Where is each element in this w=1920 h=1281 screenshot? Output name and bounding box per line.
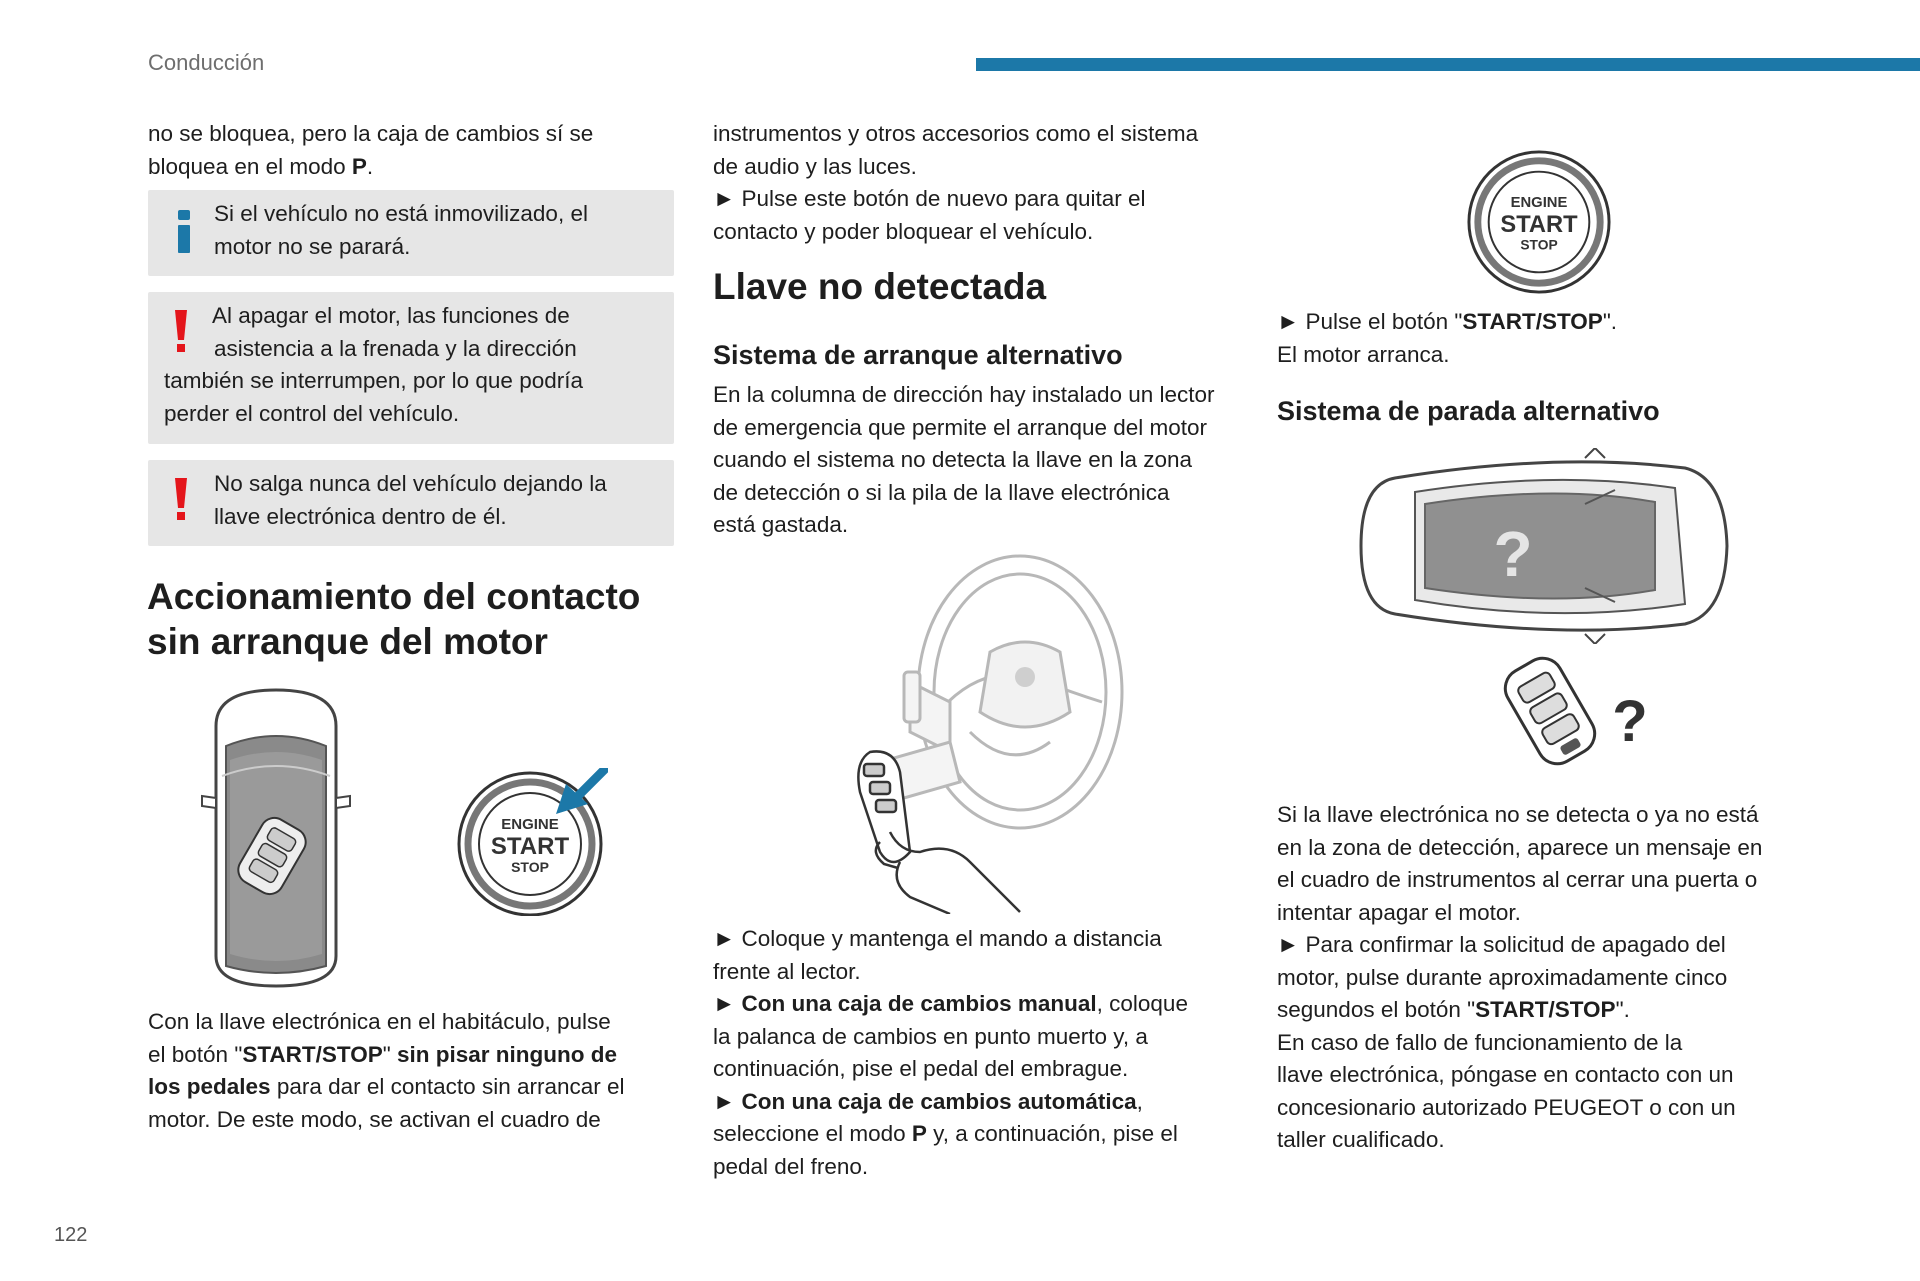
info-note-line2: motor no se parará. <box>214 233 411 259</box>
warning1-line4: perder el control del vehículo. <box>164 400 460 426</box>
col2-step3-line2: seleccione el modo P y, a continuación, pise el <box>713 1121 1178 1146</box>
col2-para-line3: cuando el sistema no detecta la llave en la zona <box>713 447 1193 472</box>
col2-para-line1: En la columna de dirección hay instalado un lector <box>713 382 1215 407</box>
key-fob-icon <box>1498 651 1602 771</box>
col2-steps <box>713 923 1253 1183</box>
col1-body <box>148 1006 683 1136</box>
col3-para-line10: concesionario autorizado PEUGEOT o con un <box>1277 1094 1736 1120</box>
col2-step1-line1: ► Coloque y mantenga el mando a distancia <box>713 926 1162 951</box>
col2-para <box>713 379 1253 542</box>
col2-step1-line2: frente al lector. <box>713 958 861 984</box>
info-note <box>148 190 674 276</box>
steering-wheel-reader-illustration <box>840 552 1140 914</box>
key-fob-question-illustration <box>1490 645 1650 775</box>
col1-intro-line2: bloquea en el modo P. <box>148 153 374 179</box>
col1-intro-line1: no se bloquea, pero la caja de cambios sí se <box>148 121 594 146</box>
warning2-line2: llave electrónica dentro de él. <box>214 503 507 529</box>
col2-step3-line3: pedal del freno. <box>713 1153 869 1179</box>
col3-step1 <box>1277 306 1817 371</box>
section-heading-key-not-detected: Llave no detectada <box>713 266 1047 307</box>
subheading-alternative-start: Sistema de arranque alternativo <box>713 340 1123 370</box>
car-top-view-illustration <box>196 686 356 990</box>
warning2-line1: No salga nunca del vehículo dejando la <box>214 471 607 496</box>
col3-para-line6: motor, pulse durante aproximadamente cinco <box>1277 964 1728 990</box>
col1-body-line2: el botón "START/STOP" sin pisar ninguno de <box>148 1041 618 1067</box>
button-label-stop: STOP <box>511 859 549 875</box>
section-heading-accessory-mode: Accionamiento del contacto sin arranque del motor <box>147 576 641 662</box>
subheading-alternative-stop: Sistema de parada alternativo <box>1277 396 1660 426</box>
col2-step2-line1: ► Con una caja de cambios manual, coloque <box>713 991 1188 1016</box>
col2-intro-line4: contacto y poder bloquear el vehículo. <box>713 218 1094 244</box>
col3-step1-line2: El motor arranca. <box>1277 341 1450 367</box>
question-mark-car: ? <box>1493 518 1533 590</box>
button-label-stop: STOP <box>1520 236 1558 253</box>
col2-intro-line3: ► Pulse este botón de nuevo para quitar el <box>713 186 1146 211</box>
col2-step3-line1: ► Con una caja de cambios automática, <box>713 1088 1143 1114</box>
col1-intro <box>148 118 683 183</box>
info-icon <box>178 210 190 253</box>
col3-para-line5: ► Para confirmar la solicitud de apagado del <box>1277 932 1726 957</box>
col2-intro <box>713 118 1253 248</box>
col3-para-line3: el cuadro de instrumentos al cerrar una puerta o <box>1277 867 1758 892</box>
col3-step1-line1: ► Pulse el botón "START/STOP". <box>1277 309 1618 334</box>
col2-intro-line2: de audio y las luces. <box>713 153 917 179</box>
col3-para <box>1277 799 1817 1157</box>
warning-icon <box>174 478 188 522</box>
col3-para-line9: llave electrónica, póngase en contacto con un <box>1277 1062 1734 1087</box>
col3-para-line1: Si la llave electrónica no se detecta o ya no está <box>1277 802 1759 827</box>
question-mark-key: ? <box>1612 689 1648 754</box>
warning-note-key <box>148 460 674 546</box>
col1-body-line4: motor. De este modo, se activan el cuadro de <box>148 1106 601 1132</box>
page-number: 122 <box>54 1224 88 1246</box>
col3-para-line8: En caso de fallo de funcionamiento de la <box>1277 1029 1683 1055</box>
col3-para-line7: segundos el botón "START/STOP". <box>1277 997 1630 1022</box>
start-stop-button-illustration <box>1465 148 1613 296</box>
running-header: Conducción <box>148 50 265 75</box>
col2-intro-line1: instrumentos y otros accesorios como el sistema <box>713 121 1199 146</box>
button-label-start: START <box>1500 211 1578 238</box>
col3-para-line2: en la zona de detección, aparece un mensaje en <box>1277 834 1763 860</box>
col1-body-line3: los pedales para dar el contacto sin arrancar el <box>148 1074 625 1099</box>
col3-para-line4: intentar apagar el motor. <box>1277 899 1521 925</box>
warning1-line3: también se interrumpen, por lo que podría <box>164 368 583 393</box>
col2-para-line2: de emergencia que permite el arranque del motor <box>713 414 1208 440</box>
button-label-engine: ENGINE <box>1510 195 1568 212</box>
col2-step2-line3: continuación, pise el pedal del embrague. <box>713 1056 1129 1081</box>
warning-note-brakes <box>148 292 674 444</box>
col3-para-line11: taller cualificado. <box>1277 1127 1445 1152</box>
warning1-line2: asistencia a la frenada y la dirección <box>214 335 577 361</box>
col2-para-line5: está gastada. <box>713 512 849 537</box>
col2-step2-line2: la palanca de cambios en punto muerto y, a <box>713 1023 1148 1049</box>
warning1-line1: Al apagar el motor, las funciones de <box>212 303 570 328</box>
col2-para-line4: de detección o si la pila de la llave electrónica <box>713 479 1170 505</box>
info-note-line1: Si el vehículo no está inmovilizado, el <box>214 201 588 226</box>
button-label-engine: ENGINE <box>501 816 559 833</box>
header-accent-bar <box>976 58 1920 71</box>
press-arrow-icon <box>552 768 608 818</box>
car-question-illustration <box>1355 448 1730 644</box>
button-label-start: START <box>490 833 570 860</box>
col1-body-line1: Con la llave electrónica en el habitáculo, pulse <box>148 1009 611 1034</box>
